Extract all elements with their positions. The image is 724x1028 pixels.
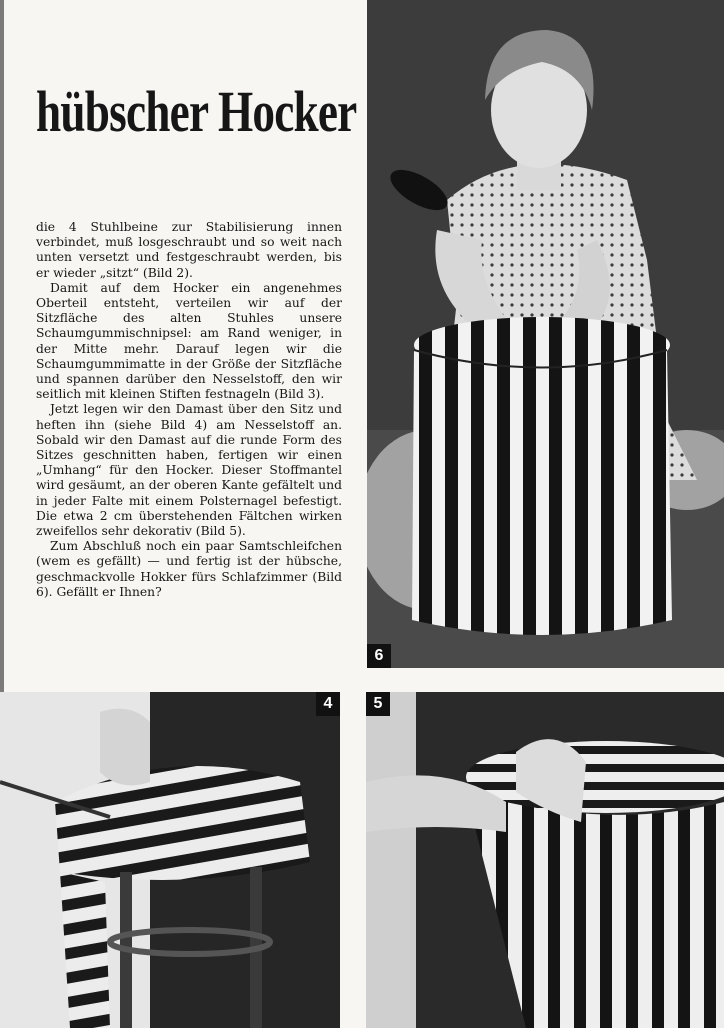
- photo-number-badge: 5: [366, 692, 390, 716]
- paragraph-4: Zum Abschluß noch ein paar Samtschleifchen (wem es gefällt) — und fertig ist der hübsche, geschmackvolle Hokker fürs Schlafzimmer (Bild 6). Gefällt er Ihnen?: [36, 539, 342, 599]
- article-body: [36, 220, 342, 600]
- paragraph-2: Damit auf dem Hocker ein angenehmes Oberteil entsteht, verteilen wir auf der Sitzfläche des alten Stuhles unsere Schaumgummischnipsel: am Rand weniger, in der Mitte mehr. Darauf legen wir die Schaumgummimatte in der Größe der Sitzfläche und spannen darüber den Nesselstoff, den wir seitlich mit kleinen Stiften festnageln (Bild 3).: [36, 280, 342, 402]
- paragraph-1: die 4 Stuhlbeine zur Stabilisierung innen verbindet, muß losgeschraubt und so weit nach unten versetzt und festgeschraubt werden, bis er wieder „sitzt“ (Bild 2).: [36, 220, 342, 280]
- photo-woman-with-stool: [367, 0, 724, 668]
- article-title: hübscher Hocker: [36, 79, 357, 144]
- photo-number-badge: 6: [367, 644, 391, 668]
- photo-number-badge: 4: [316, 692, 340, 716]
- photo-attaching-pleats: [366, 692, 724, 1028]
- paragraph-3: Jetzt legen wir den Damast über den Sitz und heften ihn (siehe Bild 4) am Nesselstoff an. Sobald wir den Damast auf die runde Form des Sitzes geschnitten haben, fertigen wir einen „Umhang“ für den Hocker. Dieser Stoffmantel wird gesäumt, an der oberen Kante gefältelt und in jeder Falte mit einem Polsternagel befestigt. Die etwa 2 cm überstehenden Fältchen wirken zweifellos sehr dekorativ (Bild 5).: [36, 402, 342, 539]
- photo-fitting-fabric: [0, 692, 340, 1028]
